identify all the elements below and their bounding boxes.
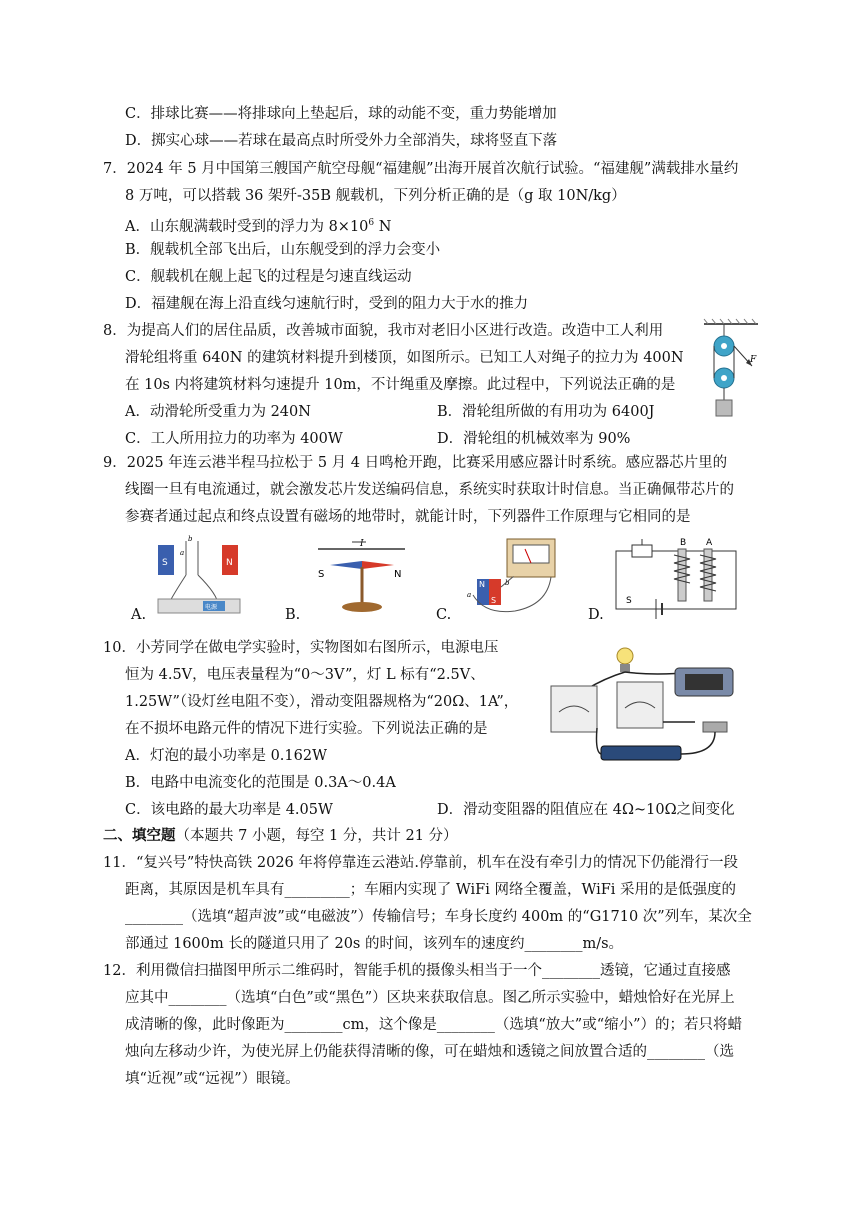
q10-circuit-figure bbox=[545, 642, 740, 772]
fig-d-b-label: B bbox=[680, 538, 687, 548]
q7-stem-line1: 7．2024 年 5 月中国第三艘国产航空母舰“福建舰”出海开展首次航行试验。“福建舰”满载排水量约 bbox=[103, 161, 739, 177]
fig-c-n-label: N bbox=[479, 580, 485, 589]
section-2-title: 二、填空题 bbox=[103, 828, 176, 844]
q9-option-c-label: C. bbox=[436, 607, 452, 623]
q12-stem-line5: 填“近视”或“远视”）眼镜。 bbox=[125, 1071, 300, 1087]
q9-option-d-label: D. bbox=[588, 607, 604, 623]
fig-b-current-label: I bbox=[360, 539, 364, 549]
q12-stem-line3: 成清晰的像，此时像距为________cm，这个像是________（选填“放大”或“缩小”）的；若只将蜡 bbox=[125, 1017, 743, 1033]
q8-option-a: A．动滑轮所受重力为 240N bbox=[125, 404, 311, 420]
q11-stem-line2: 距离，其原因是机车具有_________；车厢内实现了 WiFi 网络全覆盖，WiFi 采用的是低强度的 bbox=[125, 882, 737, 898]
q9-option-b-label: B. bbox=[285, 607, 301, 623]
pulley-force-label: F bbox=[750, 355, 757, 365]
q12-stem-line1: 12．利用微信扫描图甲所示二维码时，智能手机的摄像头相当于一个________透镜，它通过直接感 bbox=[103, 963, 731, 979]
q9-figure-b-compass-needle bbox=[310, 537, 410, 617]
fig-d-s-label: S bbox=[626, 596, 632, 606]
q7-stem-line2: 8 万吨，可以搭载 36 架歼-35B 舰载机，下列分析正确的是（g 取 10N/kg） bbox=[125, 188, 626, 204]
pulley-figure bbox=[700, 318, 762, 422]
fig-a-s-label: S bbox=[162, 558, 168, 568]
q7-option-a-exponent: 6 bbox=[368, 218, 375, 228]
fig-a-n-label: N bbox=[226, 558, 233, 568]
q9-stem-line1: 9．2025 年连云港半程马拉松于 5 月 4 日鸣枪开跑，比赛采用感应器计时系统。感应器芯片里的 bbox=[103, 455, 728, 471]
fig-a-a-label: a bbox=[180, 549, 185, 557]
q6-option-d: D．掷实心球——若球在最高点时所受外力全部消失，球将竖直下落 bbox=[125, 133, 558, 149]
fig-c-a-label: a bbox=[467, 591, 472, 599]
q11-stem-line4: 部通过 1600m 长的隧道只用了 20s 的时间，该列车的速度约________m/s。 bbox=[125, 936, 624, 952]
q10-stem-line2: 恒为 4.5V，电压表量程为“0～3V”，灯 L 标有“2.5V、 bbox=[125, 667, 485, 683]
q10-stem-line3: 1.25W”（设灯丝电阻不变），滑动变阻器规格为“20Ω、1A”， bbox=[125, 694, 519, 710]
fig-c-s-label: S bbox=[491, 596, 497, 605]
q8-option-c: C．工人所用拉力的功率为 400W bbox=[125, 431, 343, 447]
fig-a-b-label: b bbox=[188, 535, 193, 543]
q6-option-c: C．排球比赛——将排球向上垫起后，球的动能不变，重力势能增加 bbox=[125, 106, 557, 122]
q10-option-d: D．滑动变阻器的阻值应在 4Ω~10Ω之间变化 bbox=[437, 802, 735, 818]
fig-a-power-label: 电源 bbox=[205, 604, 218, 611]
q10-stem-line1: 10．小芳同学在做电学实验时，实物图如右图所示，电源电压 bbox=[103, 640, 499, 656]
fig-b-s-label: S bbox=[318, 569, 325, 580]
fig-b-n-label: N bbox=[394, 569, 402, 580]
q7-option-a-text: A．山东舰满载时受到的浮力为 8×10 bbox=[125, 219, 369, 235]
fig-d-a-label: A bbox=[706, 538, 713, 548]
q8-option-d: D．滑轮组的机械效率为 90% bbox=[437, 431, 631, 447]
q11-stem-line1: 11．“复兴号”特快高铁 2026 年将停靠连云港站.停靠前，机车在没有牵引力的情况下仍能滑行一段 bbox=[103, 855, 739, 871]
q7-option-a-unit: N bbox=[374, 219, 392, 235]
q10-option-b: B．电路中电流变化的范围是 0.3A～0.4A bbox=[125, 775, 396, 791]
q10-stem-line4: 在不损坏电路元件的情况下进行实验。下列说法正确的是 bbox=[125, 721, 488, 737]
q10-option-a: A．灯泡的最小功率是 0.162W bbox=[125, 748, 327, 764]
q9-stem-line2: 线圈一旦有电流通过，就会激发芯片发送编码信息，系统实时获取计时信息。当正确佩带芯片的 bbox=[125, 482, 734, 498]
q7-option-b: B．舰载机全部飞出后，山东舰受到的浮力会变小 bbox=[125, 242, 441, 258]
q9-option-a-label: A. bbox=[131, 607, 147, 623]
q9-figure-d-electromagnet bbox=[612, 535, 742, 620]
q7-option-c: C．舰载机在舰上起飞的过程是匀速直线运动 bbox=[125, 269, 412, 285]
q8-stem-line3: 在 10s 内将建筑材料匀速提升 10m，不计绳重及摩擦。此过程中，下列说法正确的是 bbox=[125, 377, 676, 393]
q9-figure-c-galvanometer bbox=[455, 535, 565, 620]
q7-option-d: D．福建舰在海上沿直线匀速航行时，受到的阻力大于水的推力 bbox=[125, 296, 529, 312]
q12-stem-line2: 应其中________（选填“白色”或“黑色”）区块来获取信息。图乙所示实验中，蜡烛恰好在光屏上 bbox=[125, 990, 735, 1006]
q9-figure-a-electromagnetic-device bbox=[148, 535, 248, 620]
q11-stem-line3: ________（选填“超声波”或“电磁波”）传输信号；车身长度约 400m 的“G1710 次”列车，某次全 bbox=[125, 909, 752, 925]
section-2-heading bbox=[103, 826, 458, 846]
q8-stem-line1: 8．为提高人们的居住品质，改善城市面貌，我市对老旧小区进行改造。改造中工人利用 bbox=[103, 323, 664, 339]
q12-stem-line4: 烛向左移动少许，为使光屏上仍能获得清晰的像，可在蜡烛和透镜之间放置合适的________（选 bbox=[125, 1044, 734, 1060]
q8-option-b: B．滑轮组所做的有用功为 6400J bbox=[437, 404, 655, 420]
q8-stem-line2: 滑轮组将重 640N 的建筑材料提升到楼顶，如图所示。已知工人对绳子的拉力为 400N bbox=[125, 350, 684, 366]
fig-c-b-label: b bbox=[505, 579, 510, 587]
section-2-note: （本题共 7 小题，每空 1 分，共计 21 分） bbox=[175, 828, 458, 844]
q10-option-c: C．该电路的最大功率是 4.05W bbox=[125, 802, 333, 818]
q9-stem-line3: 参赛者通过起点和终点设置有磁场的地带时，就能计时，下列器件工作原理与它相同的是 bbox=[125, 509, 691, 525]
q7-option-a bbox=[125, 213, 391, 237]
